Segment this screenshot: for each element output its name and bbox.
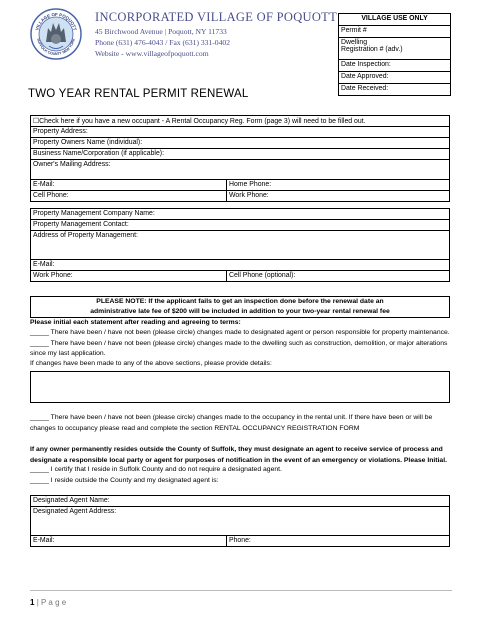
page-number: 1: [30, 598, 35, 607]
owner-home-phone-field[interactable]: Home Phone:: [227, 180, 450, 191]
pm-work-phone-field[interactable]: Work Phone:: [31, 271, 227, 282]
statement-dwelling-changes-cont: since my last application.: [30, 350, 106, 357]
page-label: P a g e: [41, 598, 67, 607]
village-name: INCORPORATED VILLAGE OF POQUOTT: [95, 10, 338, 24]
owner-work-phone-field[interactable]: Work Phone:: [227, 191, 450, 202]
owner-info-section: [30, 115, 450, 202]
property-management-section: [30, 208, 450, 282]
statement-outside-county[interactable]: _____ I reside outside the County and my designated agent is:: [30, 477, 219, 484]
seal-bottom-text: SUFFOLK COUNTY NEW YORK: [36, 37, 76, 57]
new-occupant-checkbox[interactable]: ☐Check here if you have a new occupant - A Rental Occupancy Reg. Form (page 3) will need to be filled out.: [31, 116, 450, 127]
owner-name-field[interactable]: Property Owners Name (individual):: [31, 138, 450, 149]
village-website[interactable]: Website - www.villageofpoquott.com: [95, 49, 209, 58]
statement-dwelling-changes[interactable]: _____ There have been / have not been (please circle) changes made to the dwelling such as construction, demolition, or major alterations: [30, 340, 448, 347]
statement-occupancy-changes[interactable]: _____ There have been / have not been (please circle) changes made to the occupancy in the rental unit. If there have been or will be: [30, 414, 433, 421]
statements-intro: Please initial each statement after reading and agreeing to terms:: [30, 319, 241, 326]
village-use-only-box: [338, 13, 451, 96]
village-phone-fax: Phone (631) 476-4043 / Fax (631) 331-0402: [95, 38, 230, 47]
statement-suffolk-resident[interactable]: _____ I certify that I reside in Suffolk County and do not require a designated agent.: [30, 466, 282, 473]
agent-address-field[interactable]: Designated Agent Address:: [31, 507, 450, 536]
pm-email-field[interactable]: E-Mail:: [31, 260, 450, 271]
mailing-address-field[interactable]: Owner's Mailing Address:: [31, 160, 450, 180]
business-name-field[interactable]: Business Name/Corporation (if applicable):: [31, 149, 450, 160]
late-fee-notice-line1: PLEASE NOTE: If the applicant fails to get an inspection done before the renewal date an: [96, 298, 384, 305]
village-seal-logo: [30, 8, 82, 60]
agent-email-field[interactable]: E-Mail:: [31, 536, 227, 547]
village-use-title: VILLAGE USE ONLY: [339, 14, 451, 26]
footer-divider: [30, 590, 452, 591]
late-fee-notice: [30, 296, 450, 318]
form-title: TWO YEAR RENTAL PERMIT RENEWAL: [28, 88, 249, 100]
pm-company-field[interactable]: Property Management Company Name:: [31, 209, 450, 220]
designated-agent-section: [30, 495, 450, 547]
property-address-field[interactable]: Property Address:: [31, 127, 450, 138]
pm-contact-field[interactable]: Property Management Contact:: [31, 220, 450, 231]
agent-phone-field[interactable]: Phone:: [227, 536, 450, 547]
details-prompt: If changes have been made to any of the above sections, please provide details:: [30, 360, 272, 367]
change-details-box[interactable]: [30, 371, 450, 403]
pm-cell-phone-field[interactable]: Cell Phone (optional):: [227, 271, 450, 282]
agent-name-field[interactable]: Designated Agent Name:: [31, 496, 450, 507]
statement-agent-changes[interactable]: _____ There have been / have not been (please circle) changes made to designated agent or person responsible for property maintenance.: [30, 329, 450, 336]
village-address: 45 Birchwood Avenue | Poquott, NY 11733: [95, 27, 227, 36]
owner-cell-phone-field[interactable]: Cell Phone:: [31, 191, 227, 202]
date-approved-field[interactable]: Date Approved:: [339, 72, 451, 84]
permit-number-field[interactable]: Permit #: [339, 26, 451, 38]
agent-requirement-line2: designate a responsible local party or agent for purposes of notification in the event of an emergency or violations. Please Initial.: [30, 457, 447, 464]
dwelling-registration-field[interactable]: Dwelling Registration # (adv.): [339, 38, 451, 60]
seal-top-text: VILLAGE OF POQUOTT: [34, 11, 78, 31]
page-footer: 1 | P a g e: [30, 598, 67, 607]
pm-address-field[interactable]: Address of Property Management:: [31, 231, 450, 260]
late-fee-notice-line2: administrative late fee of $200 will be included in addition to your two-year rental renewal fee: [90, 307, 390, 315]
statement-occupancy-changes-cont: changes to occupancy please read and complete the section RENTAL OCCUPANCY REGISTRATION FORM: [30, 425, 360, 432]
date-received-field[interactable]: Date Received:: [339, 84, 451, 96]
date-inspection-field[interactable]: Date Inspection:: [339, 60, 451, 72]
agent-requirement-line1: If any owner permanently resides outside the County of Suffolk, they must designate an agent to receive service of process and: [30, 446, 443, 453]
owner-email-field[interactable]: E-Mail:: [31, 180, 227, 191]
